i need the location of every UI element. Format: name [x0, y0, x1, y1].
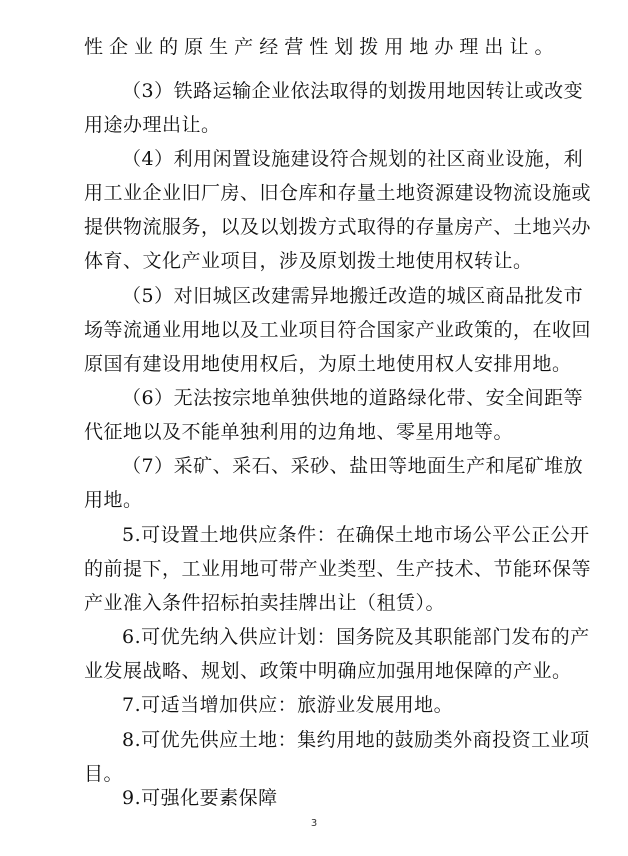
text-line-8: （5）对旧城区改建需异地搬迁改造的城区商品批发市 [122, 285, 584, 307]
text-line-2: （3）铁路运输企业依法取得的划拨用地因转让或改变 [122, 80, 584, 102]
text-line-22: 目。 [84, 763, 124, 785]
text-line-18: 6.可优先纳入供应计划：国务院及其职能部门发布的产 [122, 626, 590, 648]
text-line-21: 8.可优先供应土地：集约用地的鼓励类外商投资工业项 [122, 729, 590, 751]
text-line-7: 体育、文化产业项目，涉及原划拨土地使用权转让。 [84, 250, 533, 272]
text-line-16: 的前提下，工业用地可带产业类型、生产技术、节能环保等 [84, 558, 592, 580]
text-line-10: 原国有建设用地使用权后，为原土地使用权人安排用地。 [84, 353, 572, 375]
text-line-1: 性企业的原生产经营性划拨用地办理出让。 [84, 36, 554, 58]
text-line-14: 用地。 [84, 489, 143, 511]
page-number: 3 [310, 818, 318, 829]
text-line-9: 场等流通业用地以及工业项目符合国家产业政策的，在收回 [84, 319, 592, 341]
text-line-5: 用工业企业旧厂房、旧仓库和存量土地资源建设物流设施或 [84, 182, 592, 204]
text-line-19: 业发展战略、规划、政策中明确应加强用地保障的产业。 [84, 660, 572, 682]
text-line-4: （4）利用闲置设施建设符合规划的社区商业设施，利 [122, 148, 584, 170]
text-line-3: 用途办理出让。 [84, 114, 221, 136]
text-line-23: 9.可强化要素保障 [122, 787, 278, 809]
text-line-15: 5.可设置土地供应条件：在确保土地市场公平公正公开 [122, 524, 590, 546]
text-line-6: 提供物流服务，以及以划拨方式取得的存量房产、土地兴办 [84, 216, 592, 238]
text-line-20: 7.可适当增加供应：旅游业发展用地。 [122, 694, 454, 716]
text-line-12: 代征地以及不能单独利用的边角地、零星用地等。 [84, 421, 514, 443]
text-line-13: （7）采矿、采石、采砂、盐田等地面生产和尾矿堆放 [122, 455, 584, 477]
text-line-17: 产业准入条件招标拍卖挂牌出让（租赁）。 [84, 592, 446, 614]
text-line-11: （6）无法按宗地单独供地的道路绿化带、安全间距等 [122, 387, 584, 409]
